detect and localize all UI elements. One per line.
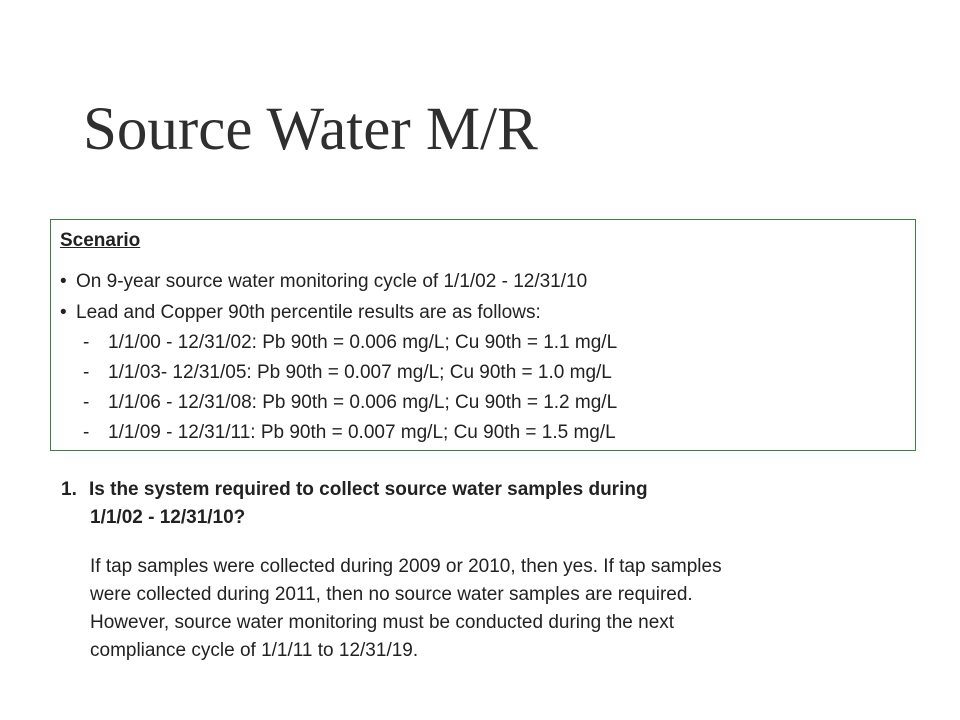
page-title: Source Water M/R xyxy=(83,96,538,163)
scenario-box xyxy=(50,219,916,451)
bullet-text: On 9-year source water monitoring cycle of 1/1/02 - 12/31/10 xyxy=(76,271,588,292)
dash-icon: - xyxy=(83,392,90,413)
bullet-icon: • xyxy=(60,271,67,292)
result-text: 1/1/06 - 12/31/08: Pb 90th = 0.006 mg/L; Cu 90th = 1.2 mg/L xyxy=(108,392,618,413)
scenario-heading: Scenario xyxy=(60,230,141,251)
bullet-text: Lead and Copper 90th percentile results are as follows: xyxy=(76,302,541,323)
question-number: 1. xyxy=(61,479,77,500)
dash-icon: - xyxy=(83,362,90,383)
bullet-icon: • xyxy=(60,302,67,323)
result-line xyxy=(83,330,617,356)
result-text: 1/1/00 - 12/31/02: Pb 90th = 0.006 mg/L; Cu 90th = 1.1 mg/L xyxy=(108,332,618,353)
scenario-bullet xyxy=(60,269,587,295)
question xyxy=(61,476,901,532)
answer-line: However, source water monitoring must be conducted during the next xyxy=(90,612,675,633)
result-line xyxy=(83,390,617,416)
dash-icon: - xyxy=(83,332,90,353)
result-text: 1/1/03- 12/31/05: Pb 90th = 0.007 mg/L; Cu 90th = 1.0 mg/L xyxy=(108,362,612,383)
result-line xyxy=(83,420,616,446)
scenario-bullet xyxy=(60,300,541,326)
result-text: 1/1/09 - 12/31/11: Pb 90th = 0.007 mg/L; Cu 90th = 1.5 mg/L xyxy=(108,422,616,443)
question-text: Is the system required to collect source water samples during xyxy=(89,479,648,500)
result-line xyxy=(83,360,612,386)
answer-line: If tap samples were collected during 2009 or 2010, then yes. If tap samples xyxy=(90,556,722,577)
answer-line: compliance cycle of 1/1/11 to 12/31/19. xyxy=(90,640,419,661)
question-text-continued: 1/1/02 - 12/31/10? xyxy=(90,507,246,528)
dash-icon: - xyxy=(83,422,90,443)
answer-line: were collected during 2011, then no source water samples are required. xyxy=(90,584,693,605)
answer xyxy=(90,553,910,665)
